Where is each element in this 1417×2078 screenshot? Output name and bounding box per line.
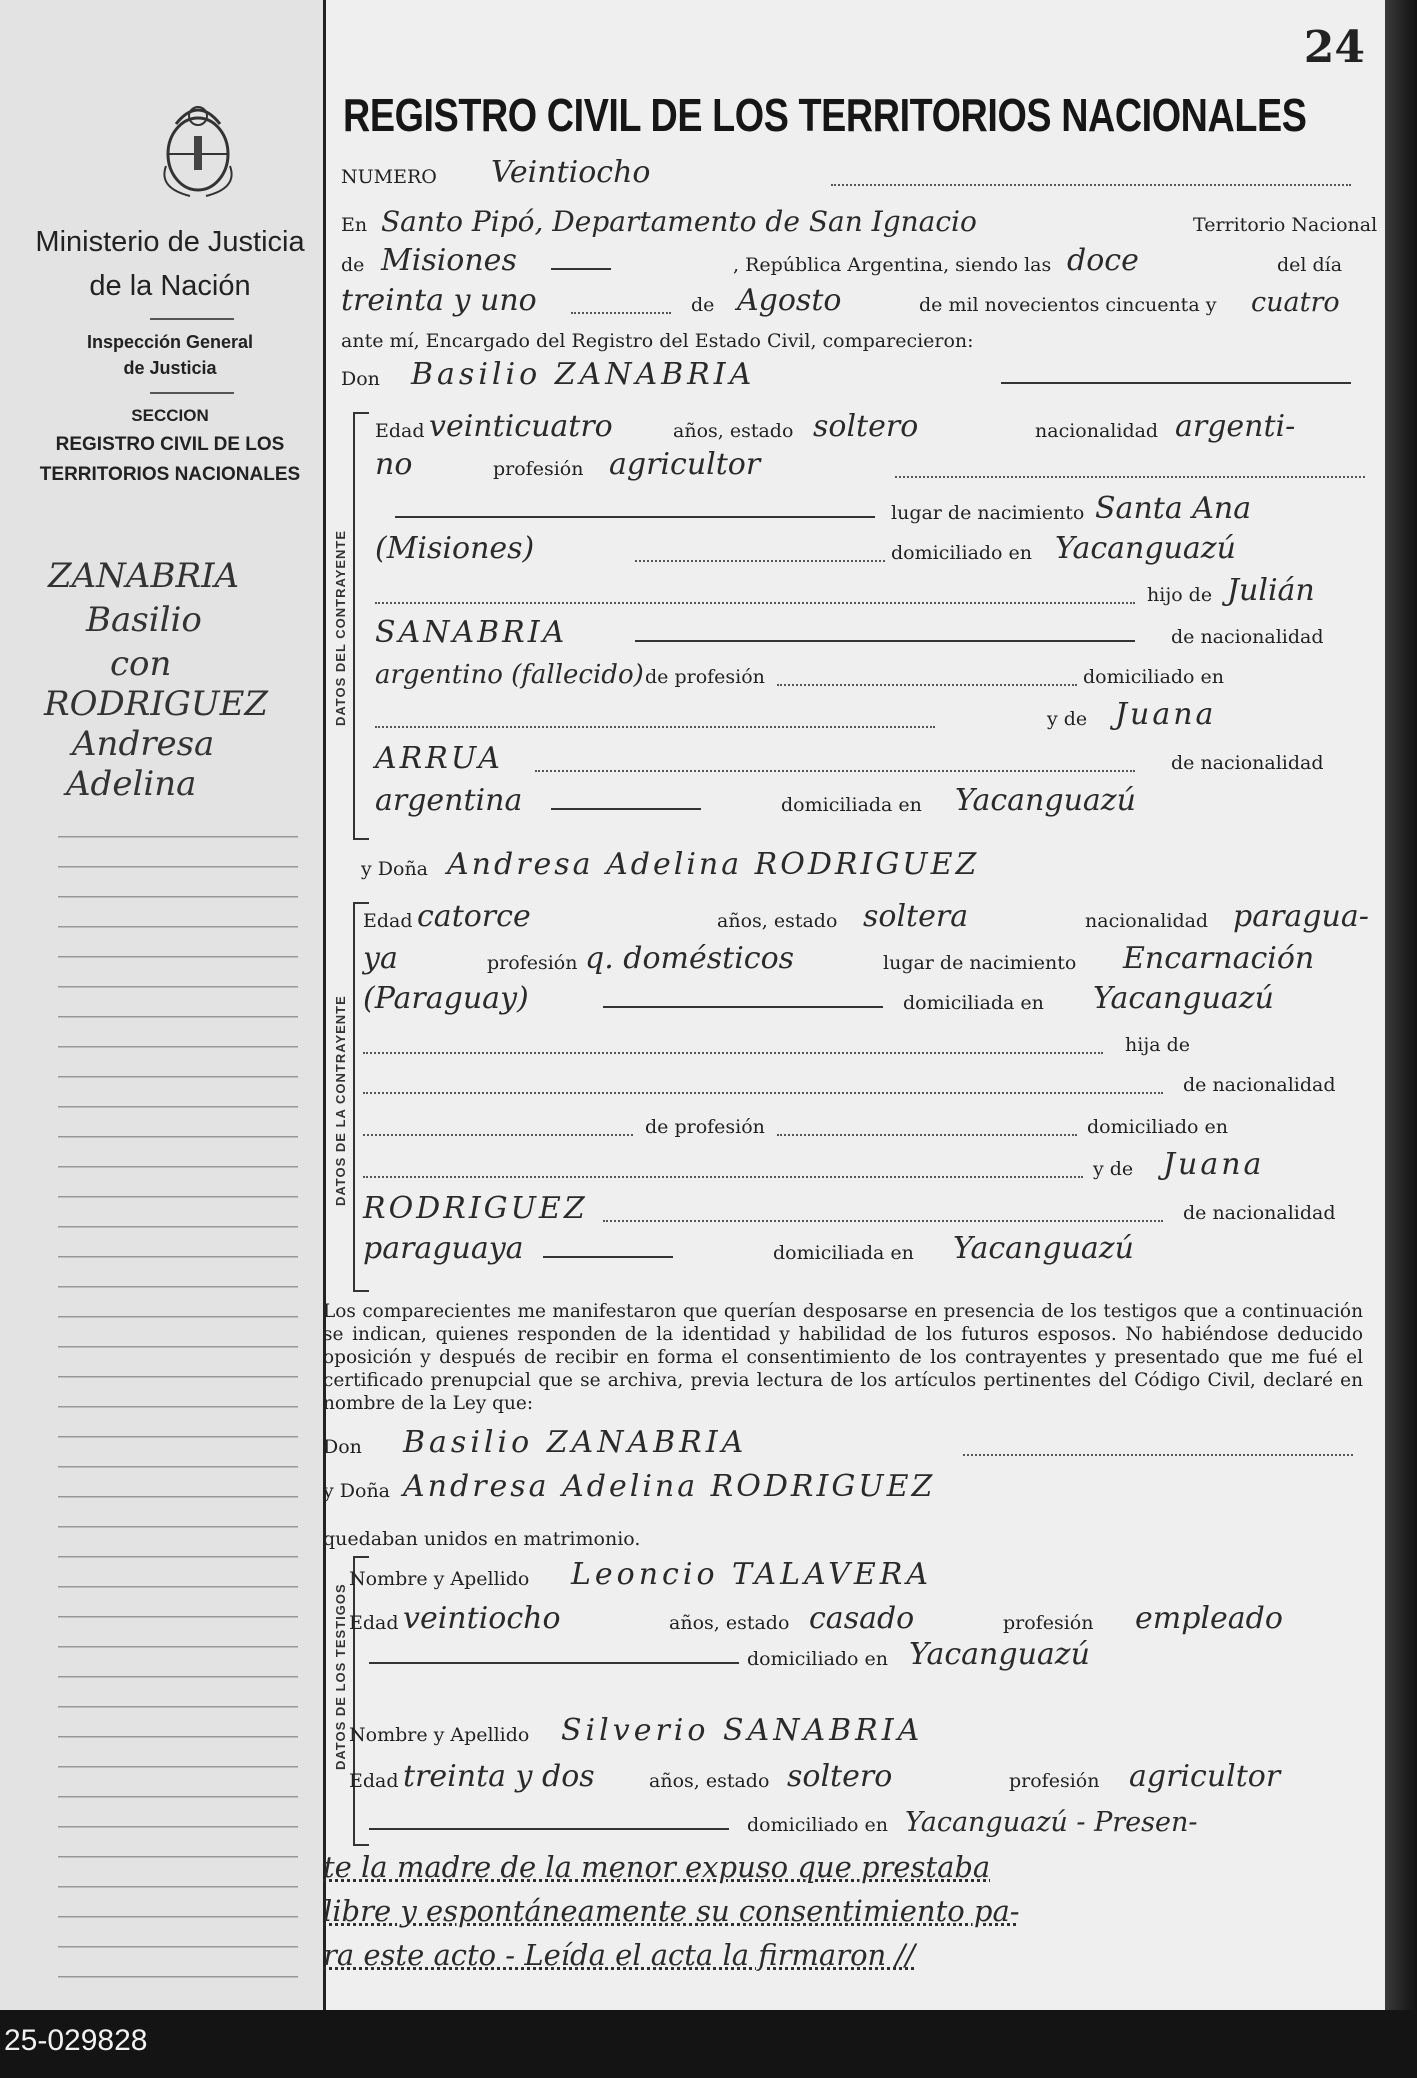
de-profesion-label: de profesión	[645, 666, 765, 688]
en-value: Santo Pipó, Departamento de San Ignacio	[381, 205, 977, 238]
scan-footer	[0, 2010, 1417, 2078]
groom-row-10	[375, 783, 1371, 820]
nacionalidad-label: nacionalidad	[1035, 420, 1159, 442]
bride-row-7	[363, 1147, 1371, 1184]
numero-label: NUMERO	[341, 166, 437, 188]
register-form	[323, 0, 1385, 2010]
del-dia-label: del día	[1277, 254, 1343, 276]
don-label: Don	[323, 1436, 362, 1458]
row-en	[341, 205, 1378, 240]
don2-value: Basilio ZANABRIA	[403, 1425, 748, 1460]
witness2-estado: soltero	[787, 1759, 893, 1794]
archive-id: 25-029828	[4, 2024, 148, 2057]
bride-edad: catorce	[417, 899, 531, 934]
domiciliada-label: domiciliada en	[903, 992, 1044, 1014]
groom-edad: veinticuatro	[429, 409, 613, 444]
groom-row-1	[375, 409, 1371, 446]
bride-domicilio: Yacanguazú	[1093, 981, 1274, 1016]
unidos-label: quedaban unidos en matrimonio.	[323, 1528, 641, 1550]
margin-bride-surname: RODRIGUEZ	[44, 684, 269, 724]
fill-line	[543, 1256, 673, 1258]
anio-label: de mil novecientos cincuenta y	[919, 294, 1217, 316]
bride-row-5	[363, 1066, 1371, 1100]
hijo-de-label: hijo de	[1147, 584, 1213, 606]
anios-estado-label: años, estado	[717, 910, 838, 932]
section-line-2: REGISTRO CIVIL DE LOS	[55, 434, 285, 455]
note-line-0: Yacanguazú - Presen-	[905, 1807, 1198, 1838]
fill-line	[551, 808, 701, 810]
fill-line	[363, 1052, 1103, 1054]
groom-madre-a: Juana	[1115, 697, 1217, 732]
bride-row-2	[363, 941, 1371, 978]
fill-line	[535, 770, 1135, 772]
domiciliado-label: domiciliado en	[891, 542, 1033, 564]
domiciliada-label: domiciliada en	[781, 794, 922, 816]
witness1-row-3	[349, 1637, 1363, 1674]
groom-profesion: agricultor	[609, 447, 761, 482]
y-dona-label: y Doña	[323, 1480, 391, 1502]
note-line-1: te la madre de la menor expuso que prestaba	[323, 1850, 991, 1884]
nombre-apellido-label: Nombre y Apellido	[349, 1568, 530, 1590]
fill-line	[777, 1134, 1077, 1136]
de-nacionalidad-label: de nacionalidad	[1171, 626, 1324, 648]
groom-madre-nacionalidad: argentina	[375, 783, 523, 818]
fill-line	[369, 1828, 729, 1830]
anios-estado-label: años, estado	[673, 420, 794, 442]
row-ante	[341, 322, 1371, 356]
section-line-1: SECCION	[131, 406, 209, 425]
fill-line	[831, 184, 1351, 186]
fill-line	[363, 1134, 633, 1136]
y-de-label: y de	[1093, 1158, 1134, 1180]
declaration-paragraph: Los comparecientes me manifestaron que querían desposarse en presencia de los testigos que a continuación se indican, quienes responden de la identidad y habilidad de los futuros esposos. No habiéndose deducido oposición y después de recibir en forma el consentimiento de los contrayentes y presentado que me fué el certificado prenupcial que se archiva, previa lectura de los artículos pertinentes del Código Civil, declaré en nombre de la Ley que:	[323, 1301, 1363, 1414]
y-dona-label: y Doña	[361, 858, 429, 880]
domiciliada-label: domiciliada en	[773, 1242, 914, 1264]
groom-row-2	[375, 447, 1371, 484]
margin-groom-name: Basilio	[86, 600, 202, 640]
groom-nacionalidad-b: no	[375, 447, 413, 482]
domiciliado-label: domiciliado en	[747, 1648, 889, 1670]
don-label: Don	[341, 368, 380, 390]
de-nacionalidad-label: de nacionalidad	[1183, 1074, 1336, 1096]
profesion-label: profesión	[1003, 1612, 1094, 1634]
groom-madre-domicilio: Yacanguazú	[955, 783, 1136, 818]
witness1-row-1	[349, 1557, 1363, 1594]
row-numero	[341, 155, 1371, 192]
bride-madre-nacionalidad: paraguaya	[363, 1231, 524, 1266]
witness1-domicilio: Yacanguazú	[909, 1637, 1090, 1672]
groom-row-7	[375, 658, 1371, 692]
fill-line	[635, 560, 885, 562]
witnesses-bracket	[353, 1556, 369, 1846]
witness1-edad: veintiocho	[403, 1601, 561, 1636]
witness1-row-2	[349, 1601, 1363, 1638]
edad-label: Edad	[349, 1770, 399, 1792]
row-don	[341, 357, 1371, 394]
inspection-line-2: de Justicia	[123, 358, 217, 378]
fill-line	[363, 1176, 1083, 1178]
bride-nacionalidad-b: ya	[363, 941, 398, 976]
hora-value: doce	[1067, 243, 1139, 278]
bride-row-8	[363, 1191, 1371, 1228]
fill-line	[369, 1662, 739, 1664]
bride-madre-domicilio: Yacanguazú	[953, 1231, 1134, 1266]
bride-lugar-b: (Paraguay)	[363, 981, 529, 1016]
edad-label: Edad	[349, 1612, 399, 1634]
bride-row-1	[363, 899, 1371, 936]
groom-domicilio: Yacanguazú	[1055, 531, 1236, 566]
note-line-3: ra este acto - Leída el acta la firmaron //	[323, 1938, 915, 1972]
section-line-3: TERRITORIOS NACIONALES	[39, 464, 301, 485]
profesion-label: profesión	[493, 458, 584, 480]
bride-row-6	[363, 1108, 1371, 1142]
groom-padre-a: Julián	[1227, 573, 1315, 608]
margin-ruled-lines	[58, 808, 298, 1978]
dia-value: treinta y uno	[341, 283, 537, 318]
domiciliado-label: domiciliado en	[1087, 1116, 1229, 1138]
margin-divider	[150, 318, 234, 320]
profesion-label: profesión	[1009, 1770, 1100, 1792]
en-label: En	[341, 214, 368, 236]
groom-lugar-b: (Misiones)	[375, 531, 535, 566]
anio-value: cuatro	[1251, 287, 1340, 318]
territorio-label: Territorio Nacional	[1193, 214, 1378, 236]
groom-row-9	[375, 741, 1371, 778]
anios-estado-label: años, estado	[669, 1612, 790, 1634]
row-dona	[361, 847, 1371, 884]
note-line-2: libre y espontáneamente su consentimiento pa-	[323, 1894, 1020, 1928]
bride-profesion: q. domésticos	[585, 941, 795, 976]
groom-nacionalidad-a: argenti-	[1175, 409, 1296, 444]
de-profesion-label: de profesión	[645, 1116, 765, 1138]
margin-groom-surname: ZANABRIA	[48, 556, 240, 596]
fill-line	[895, 476, 1365, 478]
witnesses-section-label: DATOS DE LOS TESTIGOS	[333, 1583, 348, 1770]
groom-madre-b: ARRUA	[375, 741, 503, 776]
witness2-nombre: Silverio SANABRIA	[561, 1713, 924, 1748]
fill-line	[375, 726, 935, 728]
row-de	[341, 243, 1371, 280]
fill-line	[603, 1220, 1163, 1222]
witness2-row-1	[349, 1713, 1363, 1750]
nombre-apellido-label: Nombre y Apellido	[349, 1724, 530, 1746]
fill-line	[777, 684, 1077, 686]
groom-row-3	[375, 491, 1371, 528]
anios-estado-label: años, estado	[649, 1770, 770, 1792]
groom-row-4	[375, 531, 1371, 568]
bride-lugar-a: Encarnación	[1123, 941, 1315, 976]
margin-bride-name-1: Andresa	[72, 724, 215, 764]
groom-padre-b: SANABRIA	[375, 615, 568, 650]
national-seal-icon	[150, 96, 246, 200]
bride-row-4	[363, 1026, 1371, 1060]
witness2-row-2	[349, 1759, 1363, 1796]
y-de-label: y de	[1047, 708, 1088, 730]
groom-row-8	[375, 697, 1371, 734]
witness1-profesion: empleado	[1135, 1601, 1283, 1636]
margin-divider	[150, 392, 234, 394]
edad-label: Edad	[375, 420, 425, 442]
bride-row-9	[363, 1231, 1371, 1268]
mes-value: Agosto	[737, 283, 842, 318]
bride-section-label: DATOS DE LA CONTRAYENTE	[333, 995, 348, 1206]
book-spine	[1385, 0, 1417, 2010]
ante-label: ante mí, Encargado del Registro del Estado Civil, comparecieron:	[341, 330, 974, 352]
de-value: Misiones	[381, 243, 517, 278]
fill-line	[375, 602, 1135, 604]
fill-line	[571, 312, 671, 314]
fill-line	[395, 516, 875, 518]
de-label: de	[341, 254, 365, 276]
ministry-line-2: de la Nación	[89, 270, 251, 302]
bride-estado: soltera	[863, 899, 969, 934]
row-dona-2	[323, 1469, 1363, 1506]
inspection-line-1: Inspección General	[86, 332, 254, 352]
de-nacionalidad-label: de nacionalidad	[1171, 752, 1324, 774]
groom-section-label: DATOS DEL CONTRAYENTE	[333, 529, 348, 726]
don-value: Basilio ZANABRIA	[411, 357, 756, 392]
groom-row-5	[375, 573, 1371, 610]
hija-de-label: hija de	[1125, 1034, 1190, 1056]
bride-madre-a: Juana	[1163, 1147, 1265, 1182]
form-title: REGISTRO CIVIL DE LOS TERRITORIOS NACIONALES	[343, 89, 1307, 141]
bride-row-3	[363, 981, 1371, 1018]
witness1-nombre: Leoncio TALAVERA	[571, 1557, 932, 1592]
groom-row-6	[375, 615, 1371, 652]
lugar-nacimiento-label: lugar de nacimiento	[883, 952, 1077, 974]
profesion-label: profesión	[487, 952, 578, 974]
witness2-profesion: agricultor	[1129, 1759, 1281, 1794]
domiciliado-label: domiciliado en	[747, 1814, 889, 1836]
ministry-line-1: Ministerio de Justicia	[35, 226, 305, 258]
margin-bride-name-2: Adelina	[66, 764, 197, 804]
dona2-value: Andresa Adelina RODRIGUEZ	[403, 1469, 936, 1504]
fill-line	[635, 640, 1135, 642]
lugar-nacimiento-label: lugar de nacimiento	[891, 502, 1085, 524]
margin-column	[0, 0, 326, 2010]
numero-value: Veintiocho	[491, 155, 651, 190]
witness2-row-3	[349, 1806, 1363, 1840]
de-mes-label: de	[691, 294, 715, 316]
bride-madre-b: RODRIGUEZ	[363, 1191, 588, 1226]
fill-line	[963, 1454, 1353, 1456]
margin-con: con	[110, 644, 172, 684]
row-don-2	[323, 1425, 1363, 1462]
bride-nombre: Andresa Adelina RODRIGUEZ	[447, 847, 980, 882]
row-unidos	[323, 1520, 1363, 1554]
edad-label: Edad	[363, 910, 413, 932]
witness1-estado: casado	[809, 1601, 915, 1636]
row-fecha	[341, 283, 1371, 320]
groom-lugar-a: Santa Ana	[1095, 491, 1252, 526]
fill-line	[603, 1006, 883, 1008]
witness2-edad: treinta y dos	[403, 1759, 595, 1794]
domiciliado-label: domiciliado en	[1083, 666, 1225, 688]
page-number: 24	[1303, 22, 1365, 73]
groom-estado: soltero	[813, 409, 919, 444]
nacionalidad-label: nacionalidad	[1085, 910, 1209, 932]
bride-nacionalidad-a: paragua-	[1233, 899, 1369, 934]
fill-line	[551, 268, 611, 270]
groom-padre-nacionalidad: argentino (fallecido)	[375, 660, 644, 690]
de-nacionalidad-label: de nacionalidad	[1183, 1202, 1336, 1224]
groom-bracket	[353, 412, 369, 840]
republica-label: , República Argentina, siendo las	[733, 254, 1052, 276]
fill-line	[1001, 382, 1351, 384]
fill-line	[363, 1092, 1163, 1094]
